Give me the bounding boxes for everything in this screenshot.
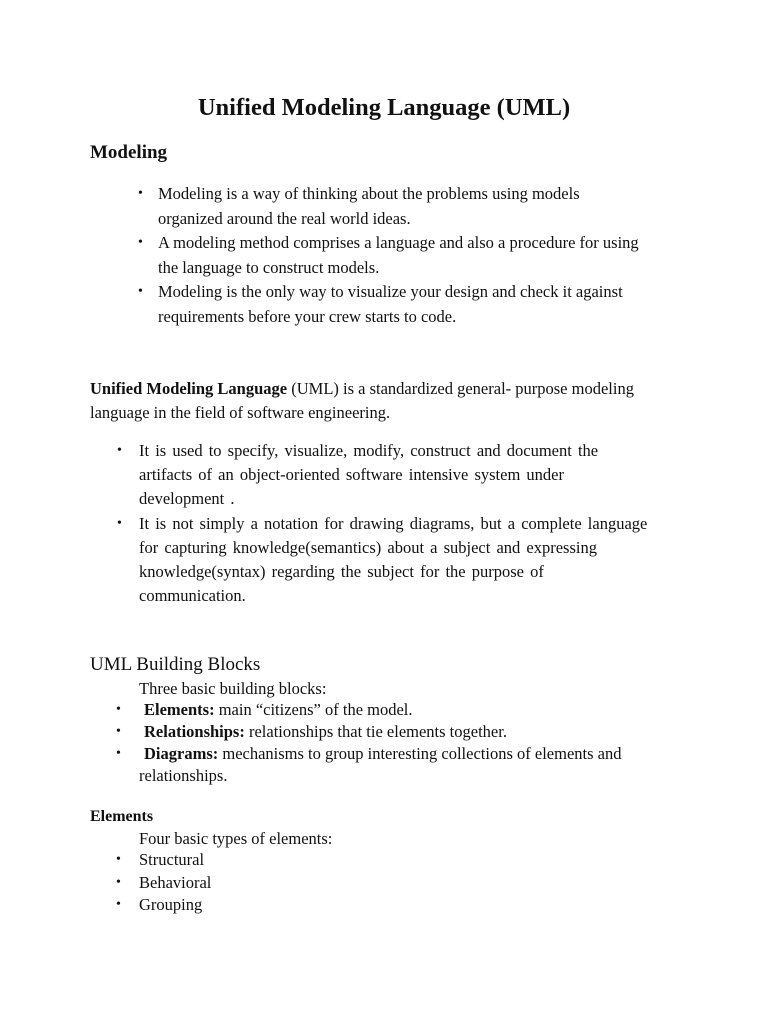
list-item xyxy=(116,699,699,721)
list-item-text: knowledge(syntax) regarding the subject for the purpose of xyxy=(139,562,544,582)
bullet-icon: • xyxy=(116,702,121,717)
list-item-text: development . xyxy=(139,489,235,509)
building-blocks-heading: UML Building Blocks xyxy=(90,654,261,675)
bullet-icon: • xyxy=(138,186,143,201)
bullet-icon: • xyxy=(117,515,122,531)
list-item xyxy=(116,849,439,872)
uml-term: Unified Modeling Language xyxy=(90,379,288,398)
list-item-text: relationships. xyxy=(139,766,228,785)
list-item-text xyxy=(139,743,699,765)
list-item xyxy=(117,512,684,609)
list-item xyxy=(116,743,699,787)
list-item-text xyxy=(139,699,699,721)
bullet-icon: • xyxy=(116,724,121,739)
bullet-icon: • xyxy=(138,284,143,299)
building-blocks-list xyxy=(116,699,699,787)
paragraph-line: language in the field of software engineering. xyxy=(90,403,391,422)
bullet-icon: • xyxy=(138,235,143,250)
block-description: relationships that tie elements together. xyxy=(244,722,507,741)
elements-list xyxy=(116,849,439,917)
list-item-text: Modeling is the only way to visualize your design and check it against xyxy=(158,282,623,301)
bullet-icon: • xyxy=(116,897,121,912)
uml-abbreviation: (UML) xyxy=(291,379,339,398)
modeling-heading: Modeling xyxy=(90,142,168,163)
block-description: mechanisms to group interesting collections of elements and xyxy=(218,744,622,763)
list-item-text: Structural xyxy=(139,850,205,869)
elements-heading: Elements xyxy=(90,808,154,825)
list-item-text: communication. xyxy=(139,586,246,606)
paragraph-line xyxy=(90,377,690,401)
uml-definition-paragraph xyxy=(90,377,690,425)
bullet-icon: • xyxy=(117,443,122,458)
list-item-text: organized around the real world ideas. xyxy=(158,208,411,228)
list-item-text: A modeling method comprises a language and also a procedure for using xyxy=(158,233,639,252)
modeling-bullet-list xyxy=(138,182,718,329)
list-item-text: Modeling is a way of thinking about the problems using models xyxy=(158,184,580,203)
list-item xyxy=(138,231,718,280)
list-item-text: It is not simply a notation for drawing diagrams, but a complete language xyxy=(139,513,648,533)
bullet-icon: • xyxy=(116,852,121,867)
bullet-icon: • xyxy=(116,874,121,890)
list-item-text: Behavioral xyxy=(139,872,212,892)
building-blocks-intro: Three basic building blocks: xyxy=(139,679,327,698)
list-item-text: Grouping xyxy=(139,895,203,914)
bullet-icon: • xyxy=(116,746,121,761)
list-item xyxy=(138,182,718,231)
block-term: Elements: xyxy=(144,700,215,719)
list-item-text: artifacts of an object-oriented software intensive system under xyxy=(139,465,564,485)
list-item xyxy=(116,894,439,917)
block-term: Relationships: xyxy=(144,722,245,741)
list-item xyxy=(116,721,699,743)
elements-intro: Four basic types of elements: xyxy=(139,829,333,848)
list-item-text: requirements before your crew starts to code. xyxy=(158,306,457,326)
block-description: main “citizens” of the model. xyxy=(214,700,413,719)
paragraph-text: is a standardized general- purpose modeling xyxy=(338,379,634,398)
list-item-text: It is used to specify, visualize, modify, construct and document the xyxy=(139,441,599,460)
list-item-text: for capturing knowledge(semantics) about a subject and expressing xyxy=(139,537,597,557)
uml-bullet-list xyxy=(117,439,684,608)
list-item-text xyxy=(139,721,699,743)
list-item xyxy=(116,872,439,895)
document-title: Unified Modeling Language (UML) xyxy=(197,94,571,121)
list-item-text: the language to construct models. xyxy=(158,257,380,277)
list-item xyxy=(117,439,684,512)
block-term: Diagrams: xyxy=(144,744,219,763)
list-item xyxy=(138,280,718,329)
